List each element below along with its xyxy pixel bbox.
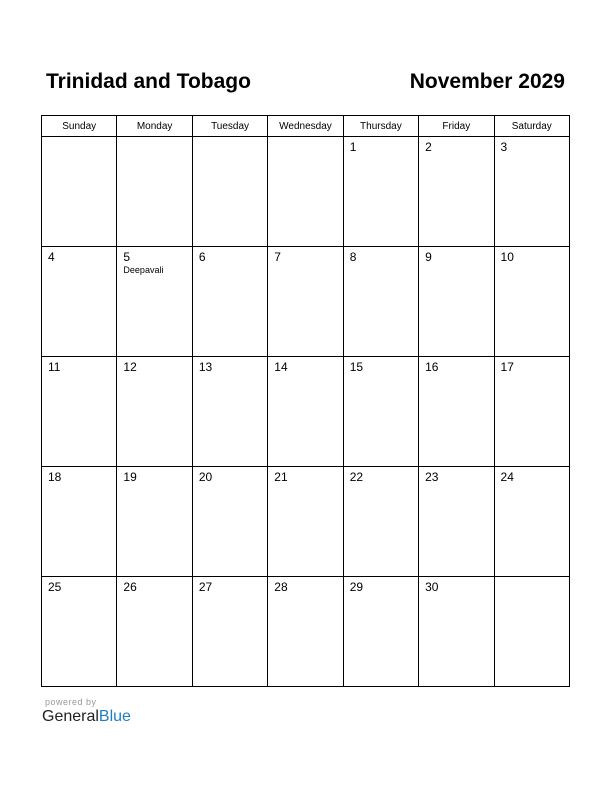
- day-number: 30: [425, 580, 439, 594]
- holiday-label: Deepavali: [123, 265, 164, 275]
- weekday-header: Wednesday: [268, 116, 343, 137]
- week-row: [42, 137, 570, 247]
- day-cell: [268, 577, 343, 687]
- day-cell: [343, 467, 418, 577]
- weekday-header: Monday: [117, 116, 192, 137]
- day-cell: [42, 247, 117, 357]
- day-cell: [42, 467, 117, 577]
- week-row: [42, 357, 570, 467]
- day-cell: [343, 137, 418, 247]
- month-year-title: November 2029: [409, 70, 565, 93]
- day-number: 12: [123, 360, 137, 374]
- day-cell: [268, 247, 343, 357]
- weekday-header: Thursday: [343, 116, 418, 137]
- day-cell: [268, 467, 343, 577]
- day-cell: [192, 137, 267, 247]
- day-cell: [419, 577, 494, 687]
- day-number: 19: [123, 470, 137, 484]
- weekday-header: Saturday: [494, 116, 569, 137]
- day-number: 5: [123, 250, 131, 264]
- weekday-header: Friday: [419, 116, 494, 137]
- day-number: 7: [274, 250, 281, 264]
- day-number: 16: [425, 360, 439, 374]
- day-number: 27: [198, 580, 213, 594]
- day-cell: [192, 577, 267, 687]
- day-cell: [117, 467, 192, 577]
- day-cell: [419, 467, 494, 577]
- day-cell: [343, 357, 418, 467]
- day-cell: [268, 357, 343, 467]
- day-cell: [117, 137, 192, 247]
- day-cell: [419, 247, 494, 357]
- day-number: 24: [500, 470, 514, 484]
- country-title: Trinidad and Tobago: [46, 70, 251, 93]
- day-number: 15: [349, 360, 364, 374]
- week-row: [42, 247, 570, 357]
- day-number: 13: [198, 360, 213, 374]
- day-cell: [42, 577, 117, 687]
- weekday-header: Sunday: [42, 116, 117, 137]
- day-number: 2: [425, 140, 432, 154]
- day-cell: [117, 357, 192, 467]
- day-number: 26: [123, 580, 137, 594]
- day-number: 28: [274, 580, 288, 594]
- day-cell: [343, 577, 418, 687]
- day-cell: [343, 247, 418, 357]
- brand-name-blue: Blue: [98, 708, 131, 725]
- day-number: 25: [48, 580, 62, 594]
- brand-logo[interactable]: [42, 708, 131, 726]
- day-cell: [42, 137, 117, 247]
- day-cell: [494, 467, 569, 577]
- weekday-header: Tuesday: [192, 116, 267, 137]
- day-number: 23: [425, 470, 439, 484]
- day-cell: [494, 247, 569, 357]
- day-cell: [494, 357, 569, 467]
- week-row: [42, 467, 570, 577]
- day-cell: [192, 247, 267, 357]
- day-cell: [268, 137, 343, 247]
- brand-name-general: General: [42, 708, 99, 725]
- powered-by-text: powered by: [45, 697, 97, 707]
- day-cell: [494, 577, 569, 687]
- weekday-header-row: [42, 116, 570, 137]
- day-number: 6: [198, 250, 206, 264]
- calendar-grid: [41, 115, 570, 687]
- day-number: 11: [48, 360, 61, 374]
- week-row: [42, 577, 570, 687]
- day-number: 21: [274, 470, 288, 484]
- day-number: 9: [425, 250, 432, 264]
- day-cell: [192, 357, 267, 467]
- day-cell: [42, 357, 117, 467]
- day-number: 22: [349, 470, 364, 484]
- day-cell: [192, 467, 267, 577]
- day-number: 1: [349, 140, 357, 154]
- day-cell: [494, 137, 569, 247]
- day-cell: [117, 577, 192, 687]
- day-cell: [419, 357, 494, 467]
- day-number: 10: [500, 250, 514, 264]
- day-number: 17: [500, 360, 514, 374]
- day-cell: [117, 247, 192, 357]
- day-number: 29: [349, 580, 364, 594]
- day-number: 14: [274, 360, 288, 374]
- day-cell: [419, 137, 494, 247]
- day-number: 3: [500, 140, 508, 154]
- day-number: 20: [198, 470, 213, 484]
- day-number: 18: [48, 470, 62, 484]
- day-number: 4: [48, 250, 55, 264]
- day-number: 8: [349, 250, 357, 264]
